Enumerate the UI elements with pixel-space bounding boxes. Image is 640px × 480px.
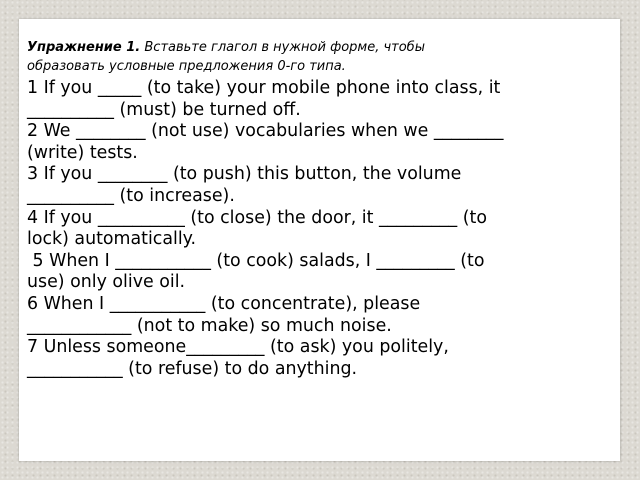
sentence-6-line-1: 6 When I ___________ (to concentrate), please — [27, 293, 421, 314]
sentence-3-line-1: 3 If you ________ (to push) this button, the volume — [27, 164, 462, 185]
sentence-4-line-2: lock) automatically. — [27, 229, 197, 250]
sentence-2-line-1: 2 We ________ (not use) vocabularies when we ________ — [27, 121, 504, 142]
sentence-5-line-1: 5 When I ___________ (to cook) salads, I _________ (to — [27, 250, 485, 271]
exercise-card — [19, 19, 620, 461]
exercise-instruction-part1: Вставьте глагол в нужной форме, чтобы — [140, 40, 425, 55]
sentence-5-line-2: use) only olive oil. — [27, 272, 186, 293]
sentence-2-line-2: (write) tests. — [27, 142, 138, 163]
sentence-1-line-2: __________ (must) be turned off. — [27, 99, 301, 120]
sentence-1-line-1: 1 If you _____ (to take) your mobile phone into class, it — [27, 78, 501, 98]
exercise-label: Упражнение 1. — [27, 40, 141, 55]
exercise-heading — [27, 38, 617, 76]
sentence-3-line-2: __________ (to increase). — [27, 185, 235, 206]
sentence-4-line-1: 4 If you __________ (to close) the door, it _________ (to — [27, 207, 488, 228]
exercise-instruction-part2: образовать условные предложения 0-го типа. — [27, 59, 346, 74]
sentence-7-line-2: ___________ (to refuse) to do anything. — [27, 358, 358, 379]
exercise-content — [27, 38, 617, 380]
sentence-6-line-2: ____________ (not to make) so much noise. — [27, 315, 392, 336]
sentence-7-line-1: 7 Unless someone_________ (to ask) you politely, — [27, 337, 449, 358]
